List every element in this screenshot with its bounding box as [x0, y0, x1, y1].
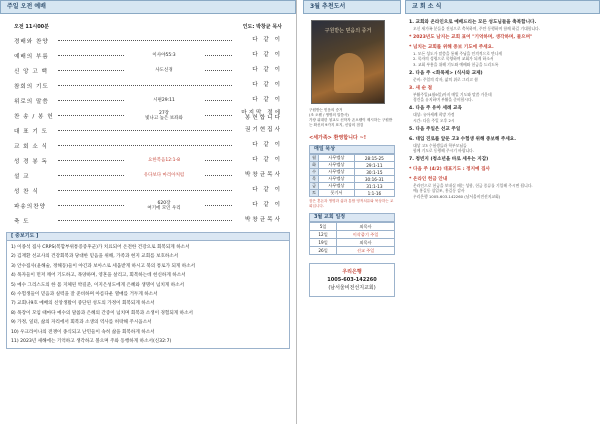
- order-item-performer: 다 같 이: [252, 67, 282, 73]
- prayer-item: 3) 안수집사(윤해술, 정해동)들이 야긴과 보아스로 세움받게 하시고 북의 통로가 되게 하소서: [11, 263, 196, 269]
- schedule-header: 3월 교회 일정: [309, 213, 395, 222]
- reading-header: 매일 묵상: [309, 145, 395, 154]
- worship-order-row: [14, 93, 282, 108]
- reading-book: 사무엘상: [319, 162, 355, 169]
- welcome-motto: <세가족> 환영합니다 ~!: [309, 135, 366, 141]
- reading-row: [310, 155, 395, 162]
- worship-order-row: [14, 198, 282, 213]
- service-time: 오전 11시00분: [14, 24, 49, 30]
- book-cover-title: 구원받는 믿음의 증거: [324, 28, 372, 34]
- worship-order-row: [14, 123, 282, 138]
- order-item-name: 대 표 기 도: [14, 128, 48, 135]
- bank-info: [309, 263, 395, 297]
- news-item-title: * 넘치는 교회를 위해 중보 기도에 주세요.: [409, 45, 494, 51]
- order-item-detail: 요한복음12:1-8: [124, 158, 204, 163]
- schedule-event: 외목사: [337, 239, 395, 247]
- news-item-title: 6. 대입 진로를 앞둔 고3 수험생 위해 중보해 주세요.: [409, 136, 516, 142]
- reading-ref: 30:1-15: [354, 169, 394, 176]
- schedule-date: 26일: [310, 247, 337, 255]
- dotted-leader: [58, 220, 232, 221]
- schedule-date: 5일: [310, 223, 337, 231]
- dotted-leader: [58, 130, 232, 131]
- dotted-leader: [58, 40, 232, 41]
- reading-day: 금: [310, 183, 319, 190]
- worship-order-row: [14, 33, 282, 48]
- order-item-performer: 다 같 이: [252, 97, 282, 103]
- reading-note: 잠은 혼돈과 생명과 삶과 통합 영적치유와 묵상하는 교회입니다.: [309, 199, 394, 208]
- reading-ref: 28:15-25: [354, 155, 394, 162]
- schedule-event: 외목사: [337, 223, 395, 231]
- reading-ref: 30:16-31: [354, 176, 394, 183]
- news-item-title: 5. 다음 주일은 선교 주일: [409, 126, 461, 132]
- order-item-performer: 다 같 이: [252, 187, 282, 193]
- prayer-header: [ 중보기도 ]: [6, 232, 290, 241]
- worship-order-row: [14, 108, 282, 123]
- order-item-performer: 다 같 이: [252, 82, 282, 88]
- prayer-item: 4) 목자들이 먼저 깨어 기도하고, 목양하며, 영혼을 살리고, 회복하는데 헌신하게 하소서: [11, 273, 186, 279]
- order-item-detail: 시편29:11: [124, 98, 204, 103]
- worship-order-row: [14, 78, 282, 93]
- prayer-item: 2) 김재환 선교사의 건강회복과 당대한 믿음을 위해, 가족과 현지 교회를 보호하소서: [11, 254, 179, 260]
- order-item-performer: 다 같 이: [252, 157, 282, 163]
- news-item-title: 3. 새 순 절: [409, 86, 433, 92]
- order-item-name: 축 도: [14, 218, 30, 225]
- dotted-leader: [58, 85, 232, 86]
- order-item-name: 파송의찬양: [14, 203, 47, 210]
- reading-book: 사무엘상: [319, 183, 355, 190]
- news-item-detail: 대상 고3 수험생들과 학부모님들 함께 기도로 동행해 주시기 바랍니다.: [413, 142, 475, 154]
- news-item-detail: 온라인으로 헌금을 보내실 때는 성함, 헌금 종류를 기입해 주시면 됩니다. 예) 홍길동 십일조, 홍길동 감사 우리은행 1005-603-142260 (남서울비전선지교회): [413, 183, 533, 199]
- news-item-title: 7. 청빈지 (청소년을 바로 세우는 지갑): [409, 157, 489, 163]
- book-cover-image: [311, 20, 385, 104]
- news-item: [409, 177, 596, 199]
- schedule-row: [310, 223, 395, 231]
- book-cover-figure: [334, 53, 364, 93]
- prayer-item: 10) 우크라이나의 전쟁이 종식되고 난민들이 속히 삶을 회복하게 하소서: [11, 329, 155, 335]
- reading-book: 룻기서: [319, 190, 355, 197]
- worship-order-column: [0, 0, 297, 424]
- worship-order-row: [14, 48, 282, 63]
- reading-table: [309, 154, 395, 197]
- order-item-performer: 다 같 이: [252, 142, 282, 148]
- order-item-name: 참회의 기도: [14, 83, 49, 90]
- bank-holder: (남서울비전선지교회): [328, 285, 376, 291]
- service-leader: 인도: 박창균 목사: [242, 24, 282, 30]
- schedule-event: 선교 주일: [337, 247, 395, 255]
- worship-order-row: [14, 153, 282, 168]
- service-info: [0, 20, 296, 33]
- order-item-detail: 사도신경: [124, 68, 204, 73]
- news-item-title: * 2023년도 남지는 교회 표어 "기억하며, 생각하며, 물으며": [409, 35, 533, 41]
- prayer-item: 8) 목장이 모임 때마다 예수의 말씀과 은혜의 간증이 넘치며 회복과 소생이 경험되게 하소서: [11, 310, 193, 316]
- section-header-worship: 주일 오전 예배: [0, 0, 296, 14]
- reading-book: 사무엘상: [319, 169, 355, 176]
- order-item-detail: 27장 빛나고 높은 보좌와: [124, 111, 204, 121]
- news-item-detail: 부활주일(4월9일)까지 매일 기도와 말씀 가운데 경건을 유지하며 부활을 준비합시다.: [413, 92, 492, 103]
- reading-day: 수: [310, 169, 319, 176]
- schedule-date: 12일: [310, 231, 337, 239]
- bank-account: 1005-603-142260: [327, 277, 377, 283]
- schedule-table: [309, 222, 395, 255]
- order-item-name: 설 교: [14, 173, 30, 180]
- prayer-item: 9) 가정, 일터, 삶의 자리에서 회복과 소생의 역사를 허락해 주시옵소서: [11, 320, 152, 326]
- news-list: [405, 14, 600, 201]
- section-header-books: 3월 추천도서: [303, 0, 401, 14]
- worship-order-row: [14, 183, 282, 198]
- order-item-detail: 유다보다 마리아처럼: [124, 173, 204, 178]
- reading-row: [310, 169, 395, 176]
- order-item-performer: 박창균목사: [244, 217, 282, 223]
- order-item-performer: 권기현집사: [244, 127, 282, 133]
- dotted-leader: [58, 145, 232, 146]
- schedule-date: 19일: [310, 239, 337, 247]
- reading-book: 사무엘상: [319, 176, 355, 183]
- prayer-item: 7) 교회나9호 예배의 신앙생활이 중단된 성도의 가정이 회복되게 하소서: [11, 301, 155, 307]
- order-item-performer: 다 같 이: [252, 37, 282, 43]
- reading-row: [310, 183, 395, 190]
- order-item-detail: 620장 여기에 모인 우리: [124, 201, 204, 211]
- news-item: [409, 86, 596, 102]
- middle-column: [303, 0, 401, 424]
- order-item-performer: 다 같 이: [252, 202, 282, 208]
- reading-ref: 29:1-11: [354, 162, 394, 169]
- news-item-title: * 온라인 헌금 안내: [409, 177, 448, 183]
- reading-row: [310, 190, 395, 197]
- news-item-detail: 오신 새가족 분들을 진심으로 축복하며, 주안 동행하며 함께 하길 기대합니다.: [413, 26, 540, 31]
- news-item-title: * 다음 주 (4/2) 대표기도 : 정지예 집사: [409, 167, 490, 173]
- reading-day: 화: [310, 162, 319, 169]
- book-description: 구원받는 믿음의 증거 (조 오웬 / 생명의 말씀사) 가장 위대한 청교도 신학자 존오웬이 제시하는 구원받는 확신의 9가지 표지, 신앙의 점검: [309, 108, 393, 127]
- news-item: [409, 35, 596, 41]
- order-item-name: 성 경 봉 독: [14, 158, 48, 165]
- news-item-title: 1. 교회와 온라인으로 예배드리는 모든 성도님들을 축복합니다.: [409, 20, 537, 25]
- reading-day: 목: [310, 176, 319, 183]
- order-item-performer: 다 같 이: [252, 52, 282, 58]
- reading-row: [310, 162, 395, 169]
- news-item-title: 2. 다음 주 <화목제> (식사와 교제): [409, 70, 483, 76]
- worship-order-list: [0, 33, 296, 228]
- schedule-row: [310, 247, 395, 255]
- worship-order-row: [14, 63, 282, 78]
- news-item: [409, 45, 596, 67]
- worship-order-row: [14, 213, 282, 228]
- bank-name: 우리은행: [342, 269, 362, 275]
- news-item: [409, 167, 596, 173]
- prayer-item: 6) 수험생들이 믿음과 실력을 잘 준비하며 아름다운 열매를 거두게 하소서: [11, 292, 158, 298]
- reading-ref: 1:1-16: [354, 190, 394, 197]
- worship-order-row: [14, 168, 282, 183]
- order-item-name: 성 찬 식: [14, 188, 39, 195]
- news-item: [409, 106, 596, 122]
- section-header-news: 교 회 소 식: [405, 0, 600, 14]
- news-item-detail: 대상: 유아세례 희망 가정 시간: 다음 주일 오후 2시: [413, 112, 455, 123]
- news-item: [409, 20, 596, 31]
- schedule-event: 이삭줍기 주일: [337, 231, 395, 239]
- prayer-list: [6, 241, 290, 349]
- reading-row: [310, 176, 395, 183]
- news-item: [409, 157, 596, 163]
- news-item: [409, 137, 596, 153]
- news-item: [409, 127, 596, 133]
- order-item-performer: 박창균목사: [244, 172, 282, 178]
- reading-day: 월: [310, 155, 319, 162]
- reading-book: 사무엘상: [319, 155, 355, 162]
- news-item-detail: 준비: 주일의 각자, 삶의 위로 그리고 쉼: [413, 76, 478, 82]
- news-column: [405, 0, 600, 424]
- prayer-header-label: 중보기도: [15, 233, 35, 239]
- schedule-row: [310, 231, 395, 239]
- order-item-detail: 이사야55:3: [124, 53, 204, 58]
- reading-day: 토: [310, 190, 319, 197]
- order-item-name: 위로의 말씀: [14, 98, 49, 105]
- order-item-name: 찬 송 / 봉 헌: [14, 113, 54, 120]
- news-item: [409, 71, 596, 82]
- prayer-item: 1) 이종석 집사 CRPS(복합부위통증증후군)가 치료되어 온전한 건강으로 회복되게 하소서: [11, 245, 190, 250]
- order-item-performer: 마지막 절에 봉헌합니다: [241, 109, 282, 121]
- order-item-name: 교 회 소 식: [14, 143, 48, 150]
- dotted-leader: [58, 190, 232, 191]
- schedule-row: [310, 239, 395, 247]
- order-item-name: 신 앙 고 백: [14, 68, 48, 75]
- news-item-detail: 1. 모든 성도가 말씀을 통해 주님을 인격적으로 만나게 2. 목자의 성령으로 목양하며 교회가 되게 하소서 3. 교회 부흥을 위해 기도와 예배와 헌금을 드리도록: [413, 51, 503, 67]
- prayer-item: 5) 예수 그리스도의 한 몸 지체된 박길준, 이지은성도에게 은혜와 생명이 넘치게 하소서: [11, 282, 185, 288]
- news-item-title: 4. 다음 주 유아 세례 교육: [409, 106, 462, 112]
- worship-order-row: [14, 138, 282, 153]
- reading-ref: 31:1-13: [354, 183, 394, 190]
- prayer-item: 11) 2023년 새해에는 기억하고 생각하고 볼으며 주와 동행하게 하소서(신32:7): [11, 339, 172, 345]
- order-item-name: 예배의 부름: [14, 53, 49, 60]
- order-item-name: 경배와 찬양: [14, 38, 49, 45]
